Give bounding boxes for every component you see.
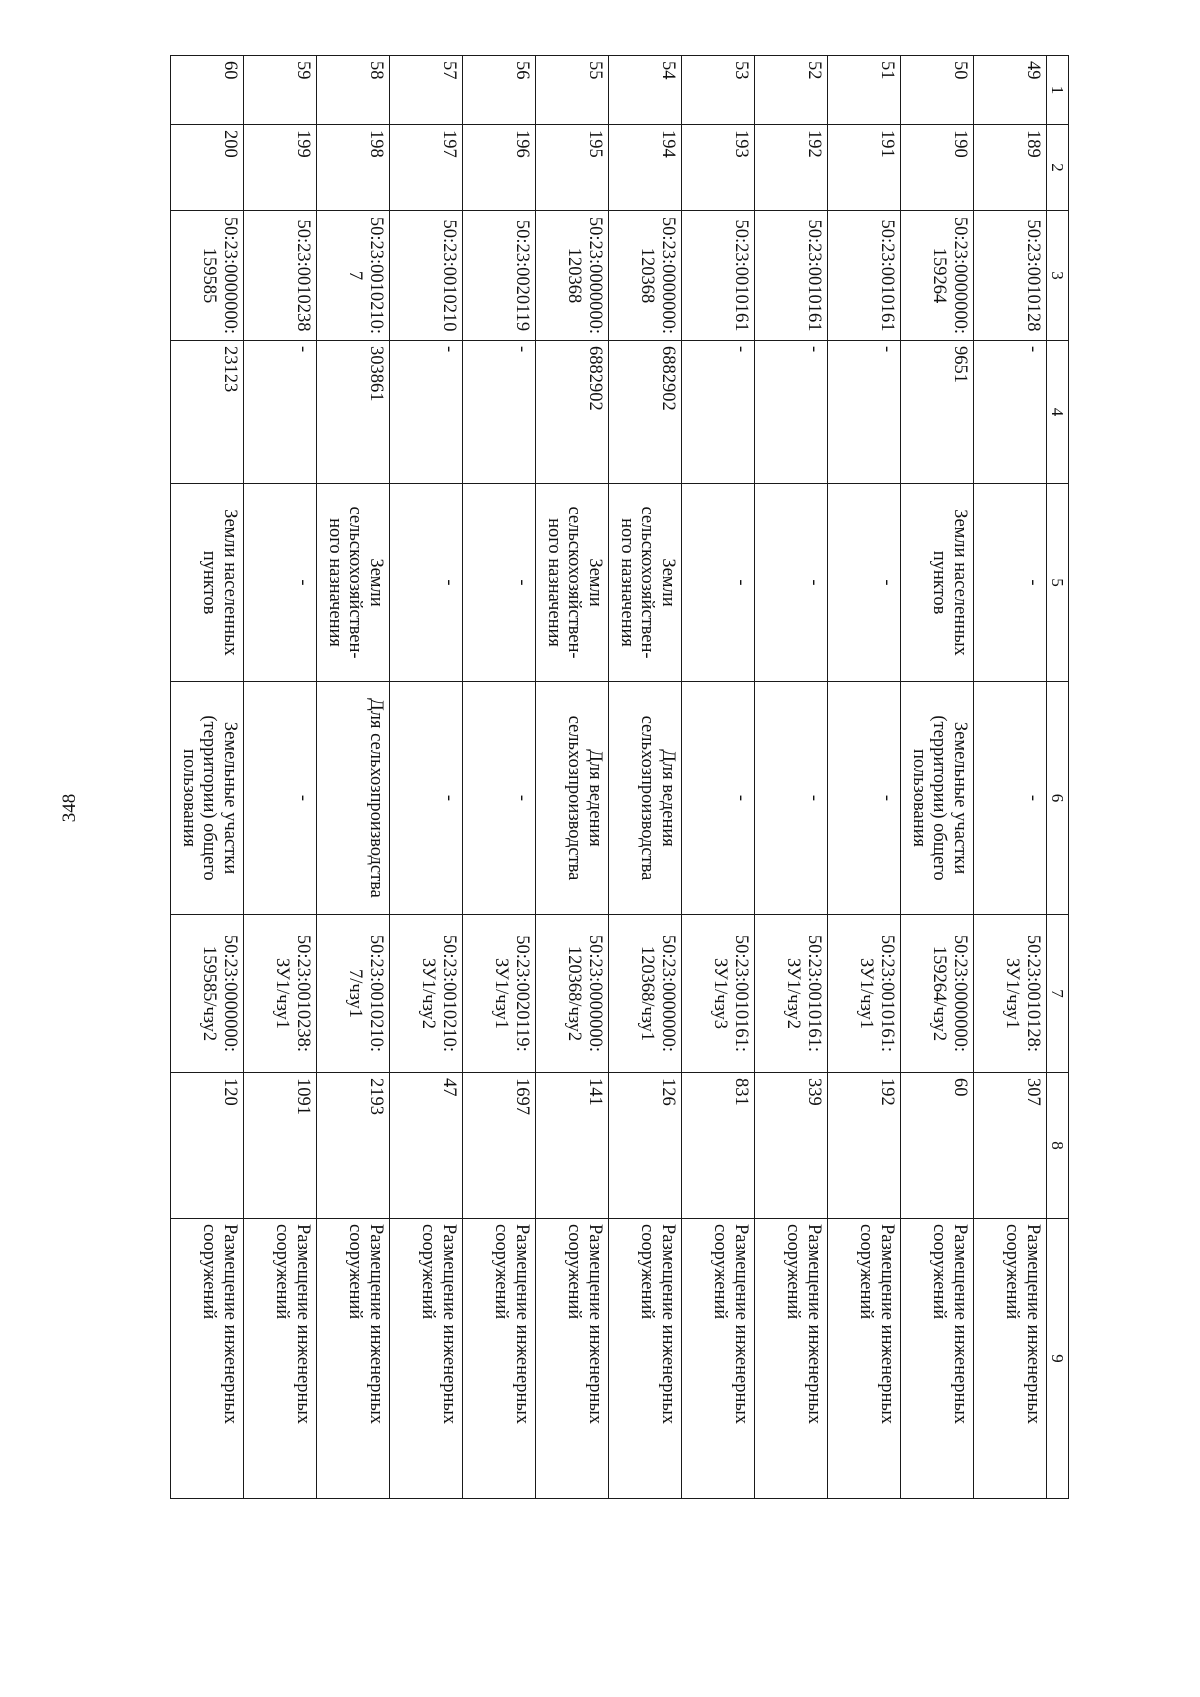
cadastral-number-cell: 50:23:0010161 (681, 211, 754, 341)
table-row (243, 56, 316, 1499)
permitted-use-cell: Для ведения сельхозпроизводства (608, 682, 681, 915)
number-cell: 198 (316, 125, 389, 211)
cadastral-number-cell: 50:23:0010161 (827, 211, 900, 341)
cadastral-number-cell: 50:23:0000000: 120368 (608, 211, 681, 341)
area-cell: 23123 (170, 341, 243, 484)
part-area-cell: 192 (827, 1073, 900, 1219)
column-header: 2 (1046, 125, 1068, 211)
table-row (900, 56, 973, 1499)
purpose-cell: Размещение инженерных сооружений (608, 1219, 681, 1499)
part-designation-cell: 50:23:0010161: ЗУ1/чзу1 (827, 915, 900, 1073)
area-cell: - (389, 341, 462, 484)
part-area-cell: 141 (535, 1073, 608, 1219)
cadastral-number-cell: 50:23:0010210: 7 (316, 211, 389, 341)
table-row (754, 56, 827, 1499)
land-category-cell: Земли сельскохозяйствен-ного назначения (316, 484, 389, 682)
table-row (608, 56, 681, 1499)
purpose-cell: Размещение инженерных сооружений (170, 1219, 243, 1499)
table-row (316, 56, 389, 1499)
row-index-cell: 50 (900, 56, 973, 125)
area-cell: 9651 (900, 341, 973, 484)
purpose-cell: Размещение инженерных сооружений (316, 1219, 389, 1499)
land-category-cell: - (243, 484, 316, 682)
cadastral-number-cell: 50:23:0010128 (973, 211, 1046, 341)
permitted-use-cell: - (973, 682, 1046, 915)
permitted-use-cell: Для ведения сельхозпроизводства (535, 682, 608, 915)
purpose-cell: Размещение инженерных сооружений (535, 1219, 608, 1499)
number-cell: 192 (754, 125, 827, 211)
part-area-cell: 831 (681, 1073, 754, 1219)
number-cell: 199 (243, 125, 316, 211)
part-designation-cell: 50:23:0010238: ЗУ1/чзу1 (243, 915, 316, 1073)
area-cell: - (973, 341, 1046, 484)
land-parcels-table (170, 55, 1069, 1499)
column-header: 5 (1046, 484, 1068, 682)
cadastral-number-cell: 50:23:0000000: 159585 (170, 211, 243, 341)
area-cell: - (827, 341, 900, 484)
permitted-use-cell: - (389, 682, 462, 915)
table-row (973, 56, 1046, 1499)
permitted-use-cell: - (827, 682, 900, 915)
part-area-cell: 126 (608, 1073, 681, 1219)
number-cell: 196 (462, 125, 535, 211)
column-header: 6 (1046, 682, 1068, 915)
purpose-cell: Размещение инженерных сооружений (243, 1219, 316, 1499)
permitted-use-cell: - (462, 682, 535, 915)
part-area-cell: 120 (170, 1073, 243, 1219)
part-designation-cell: 50:23:0010210: 7/чзу1 (316, 915, 389, 1073)
cadastral-number-cell: 50:23:0000000: 159264 (900, 211, 973, 341)
part-designation-cell: 50:23:0010161: ЗУ1/чзу2 (754, 915, 827, 1073)
part-area-cell: 339 (754, 1073, 827, 1219)
land-category-cell: - (389, 484, 462, 682)
part-area-cell: 1697 (462, 1073, 535, 1219)
area-cell: - (754, 341, 827, 484)
part-designation-cell: 50:23:0010161: ЗУ1/чзу3 (681, 915, 754, 1073)
purpose-cell: Размещение инженерных сооружений (462, 1219, 535, 1499)
area-cell: 6882902 (608, 341, 681, 484)
land-category-cell: - (681, 484, 754, 682)
land-category-cell: - (754, 484, 827, 682)
row-index-cell: 60 (170, 56, 243, 125)
land-category-cell: - (973, 484, 1046, 682)
column-header: 9 (1046, 1219, 1068, 1499)
area-cell: 303861 (316, 341, 389, 484)
table-row (462, 56, 535, 1499)
permitted-use-cell: Для сельхозпроизводства (316, 682, 389, 915)
number-cell: 195 (535, 125, 608, 211)
part-area-cell: 47 (389, 1073, 462, 1219)
land-category-cell: Земли населенных пунктов (900, 484, 973, 682)
table-body (170, 56, 1046, 1499)
cadastral-number-cell: 50:23:0000000: 120368 (535, 211, 608, 341)
table-row (389, 56, 462, 1499)
table-row (681, 56, 754, 1499)
part-area-cell: 2193 (316, 1073, 389, 1219)
number-cell: 200 (170, 125, 243, 211)
page-number: 348 (59, 793, 80, 823)
cadastral-number-cell: 50:23:0010161 (754, 211, 827, 341)
number-cell: 190 (900, 125, 973, 211)
land-category-cell: - (827, 484, 900, 682)
rotated-table-container (114, 55, 1069, 1498)
part-designation-cell: 50:23:0000000: 159585/чзу2 (170, 915, 243, 1073)
part-area-cell: 307 (973, 1073, 1046, 1219)
row-index-cell: 49 (973, 56, 1046, 125)
area-cell: - (681, 341, 754, 484)
column-header: 3 (1046, 211, 1068, 341)
area-cell: 6882902 (535, 341, 608, 484)
row-index-cell: 55 (535, 56, 608, 125)
number-cell: 197 (389, 125, 462, 211)
area-cell: - (243, 341, 316, 484)
part-designation-cell: 50:23:0000000: 120368/чзу1 (608, 915, 681, 1073)
row-index-cell: 53 (681, 56, 754, 125)
row-index-cell: 59 (243, 56, 316, 125)
row-index-cell: 52 (754, 56, 827, 125)
land-category-cell: Земли сельскохозяйствен-ного назначения (535, 484, 608, 682)
row-index-cell: 57 (389, 56, 462, 125)
permitted-use-cell: Земельные участки (территории) общего пользования (900, 682, 973, 915)
column-header: 1 (1046, 56, 1068, 125)
permitted-use-cell: - (681, 682, 754, 915)
land-category-cell: Земли сельскохозяйствен-ного назначения (608, 484, 681, 682)
part-area-cell: 60 (900, 1073, 973, 1219)
row-index-cell: 58 (316, 56, 389, 125)
purpose-cell: Размещение инженерных сооружений (900, 1219, 973, 1499)
row-index-cell: 54 (608, 56, 681, 125)
purpose-cell: Размещение инженерных сооружений (389, 1219, 462, 1499)
land-category-cell: Земли населенных пунктов (170, 484, 243, 682)
cadastral-number-cell: 50:23:0010238 (243, 211, 316, 341)
part-designation-cell: 50:23:0000000: 159264/чзу2 (900, 915, 973, 1073)
part-designation-cell: 50:23:0000000: 120368/чзу2 (535, 915, 608, 1073)
number-cell: 189 (973, 125, 1046, 211)
part-designation-cell: 50:23:0020119: ЗУ1/чзу1 (462, 915, 535, 1073)
purpose-cell: Размещение инженерных сооружений (754, 1219, 827, 1499)
purpose-cell: Размещение инженерных сооружений (827, 1219, 900, 1499)
cadastral-number-cell: 50:23:0020119 (462, 211, 535, 341)
purpose-cell: Размещение инженерных сооружений (681, 1219, 754, 1499)
table-row (827, 56, 900, 1499)
purpose-cell: Размещение инженерных сооружений (973, 1219, 1046, 1499)
table-row (170, 56, 243, 1499)
part-area-cell: 1091 (243, 1073, 316, 1219)
number-cell: 193 (681, 125, 754, 211)
land-category-cell: - (462, 484, 535, 682)
column-header: 4 (1046, 341, 1068, 484)
number-cell: 191 (827, 125, 900, 211)
area-cell: - (462, 341, 535, 484)
table-header-row (1046, 56, 1068, 1499)
permitted-use-cell: - (754, 682, 827, 915)
part-designation-cell: 50:23:0010210: ЗУ1/чзу2 (389, 915, 462, 1073)
column-header: 7 (1046, 915, 1068, 1073)
table-row (535, 56, 608, 1499)
row-index-cell: 51 (827, 56, 900, 125)
cadastral-number-cell: 50:23:0010210 (389, 211, 462, 341)
number-cell: 194 (608, 125, 681, 211)
permitted-use-cell: Земельные участки (территории) общего пользования (170, 682, 243, 915)
row-index-cell: 56 (462, 56, 535, 125)
column-header: 8 (1046, 1073, 1068, 1219)
part-designation-cell: 50:23:0010128: ЗУ1/чзу1 (973, 915, 1046, 1073)
permitted-use-cell: - (243, 682, 316, 915)
